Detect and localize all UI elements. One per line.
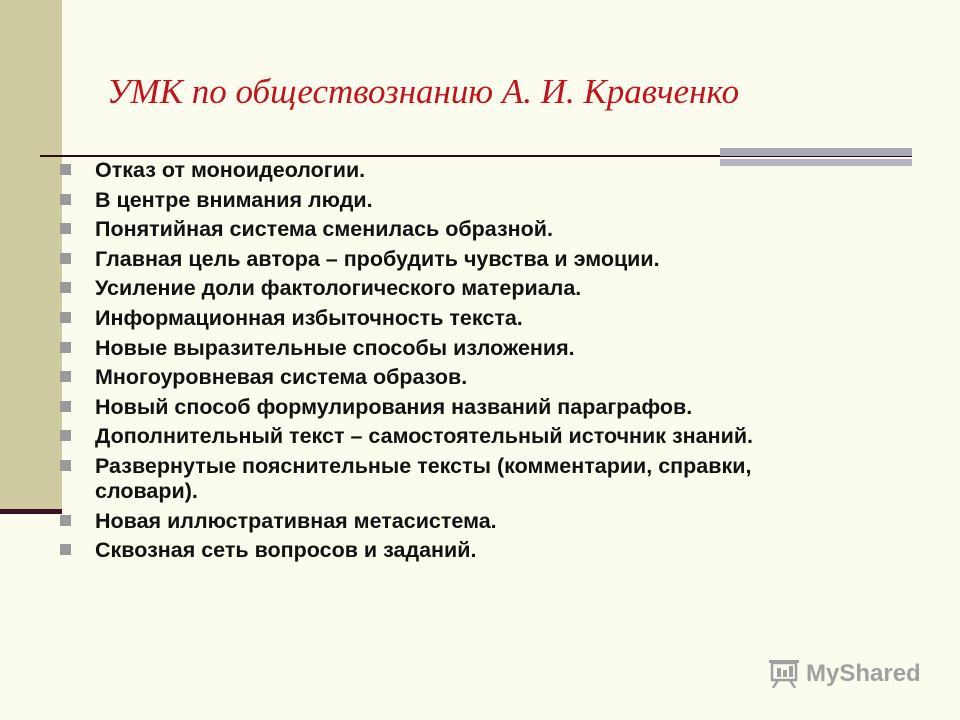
square-bullet-icon	[60, 371, 71, 382]
bullet-list	[60, 158, 860, 568]
square-bullet-icon	[60, 460, 71, 471]
square-bullet-icon	[60, 223, 71, 234]
list-item-text: Отказ от моноидеологии.	[95, 158, 366, 182]
list-item	[60, 158, 860, 183]
list-item-text: Дополнительный текст – самостоятельный источник знаний.	[95, 424, 754, 449]
list-item-text: Развернутые пояснительные тексты (комментарии, справки, словари).	[95, 453, 752, 503]
watermark-text: MyShared	[806, 660, 921, 687]
list-item	[60, 454, 860, 504]
list-item	[60, 276, 860, 301]
list-item	[60, 188, 860, 213]
list-item	[60, 538, 860, 563]
square-bullet-icon	[60, 194, 71, 205]
list-item-text: Информационная избыточность текста.	[95, 305, 523, 330]
watermark	[766, 658, 921, 690]
list-item	[60, 509, 860, 534]
list-item-text: Новые выразительные способы изложения.	[95, 335, 575, 360]
list-item-text: Понятийная система сменилась образной.	[95, 217, 553, 242]
list-item-text: Новая иллюстративная метасистема.	[95, 508, 497, 533]
list-item-text: Сквозная сеть вопросов и заданий.	[95, 538, 477, 563]
list-item	[60, 247, 860, 272]
square-bullet-icon	[60, 312, 71, 323]
square-bullet-icon	[60, 430, 71, 441]
list-item-text: Усиление доли фактологического материала.	[95, 276, 582, 301]
projector-screen-icon	[766, 658, 802, 690]
list-item-text: В центре внимания люди.	[95, 187, 373, 212]
side-accent-line	[0, 509, 62, 514]
square-bullet-icon	[60, 515, 71, 526]
square-bullet-icon	[60, 342, 71, 353]
side-decorative-band	[0, 0, 62, 512]
list-item	[60, 217, 860, 242]
square-bullet-icon	[60, 164, 71, 175]
square-bullet-icon	[60, 253, 71, 264]
list-item-text: Новый способ формулирования названий параграфов.	[95, 394, 693, 419]
square-bullet-icon	[60, 544, 71, 555]
list-item	[60, 395, 860, 420]
list-item-text: Главная цель автора – пробудить чувства и эмоции.	[95, 246, 660, 271]
square-bullet-icon	[60, 401, 71, 412]
list-item-text: Многоуровневая система образов.	[95, 365, 468, 390]
slide-title: УМК по обществознанию А. И. Кравченко	[107, 72, 740, 111]
square-bullet-icon	[60, 282, 71, 293]
list-item	[60, 336, 860, 361]
list-item	[60, 365, 860, 390]
list-item	[60, 424, 860, 449]
list-item	[60, 306, 860, 331]
